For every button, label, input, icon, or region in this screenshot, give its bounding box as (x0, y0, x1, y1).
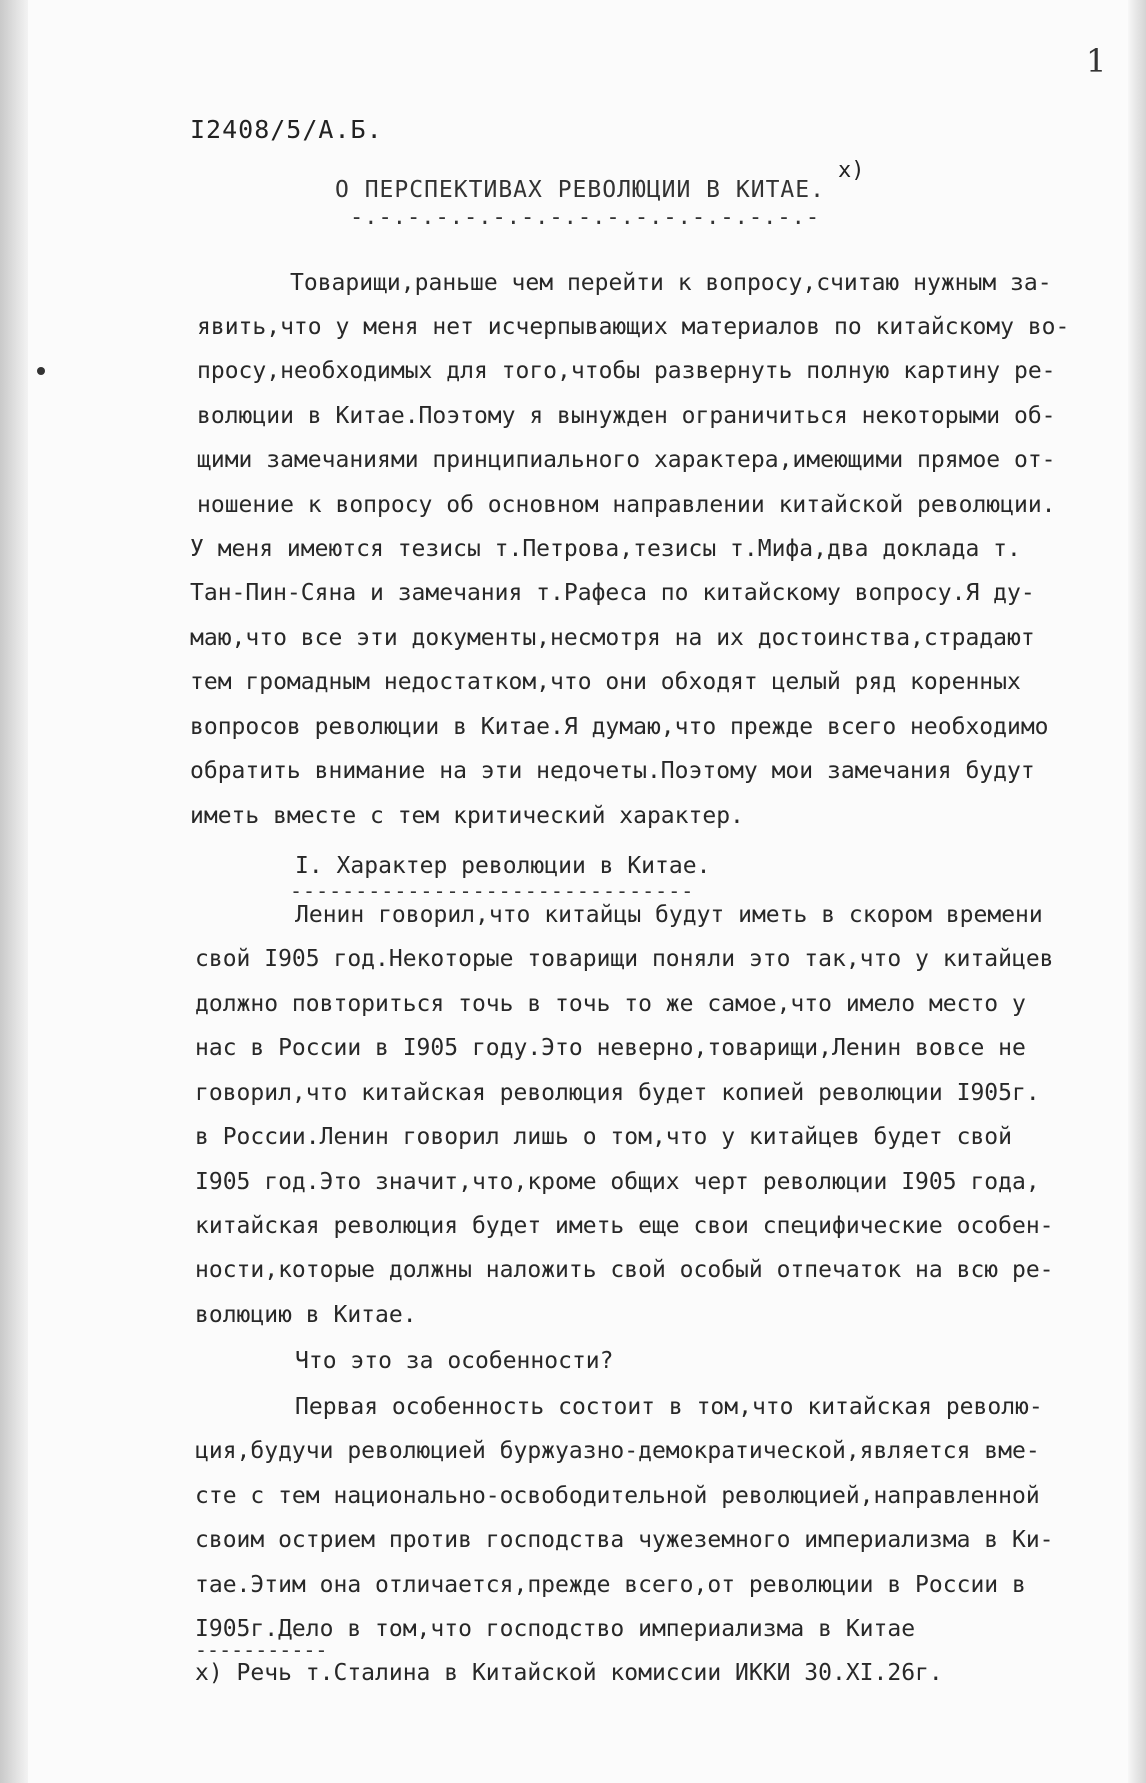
paragraph-line: Первая особенность состоит в том,что китайская револю- (295, 1394, 1043, 1420)
section-line: Ленин говорил,что китайцы будут иметь в скором времени (295, 902, 1043, 928)
section-line: ности,которые должны наложить свой особый отпечаток на всю ре- (195, 1257, 1054, 1283)
section-line: I905 год.Это значит,что,кроме общих черт революции I905 года, (195, 1169, 1040, 1195)
title-footnote-mark: х) (838, 158, 865, 183)
section-line: в России.Ленин говорил лишь о том,что у китайцев будет свой (195, 1124, 1012, 1150)
body-line: иметь вместе с тем критический характер. (190, 803, 744, 829)
section-line: свой I905 год.Некоторые товарищи поняли это так,что у китайцев (195, 946, 1054, 972)
paragraph-line: своим острием против господства чужеземного империализма в Ки- (195, 1527, 1054, 1553)
body-line: Товарищи,раньше чем перейти к вопросу,считаю нужным за- (290, 270, 1052, 296)
section-line: нас в России в I905 году.Это неверно,товарищи,Ленин вовсе не (195, 1035, 1026, 1061)
page-number: 1 (1086, 42, 1107, 80)
footnote: х) Речь т.Сталина в Китайской комиссии ИККИ 30.XI.26г. (195, 1660, 943, 1686)
body-line: щими замечаниями принципиального характера,имеющими прямое от- (197, 447, 1056, 473)
body-line: обратить внимание на эти недочеты.Поэтому мои замечания будут (190, 758, 1035, 784)
body-line: ношение к вопросу об основном направлении китайской революции. (197, 492, 1056, 518)
body-line: Тан-Пин-Сяна и замечания т.Рафеса по китайскому вопросу.Я ду- (190, 580, 1035, 606)
punch-hole-mark (37, 367, 45, 375)
paragraph-line: тае.Этим она отличается,прежде всего,от революции в России в (195, 1572, 1026, 1598)
title-underline: -.-.-.-.-.-.-.-.-.-.-.-.-.-.-.-.- (350, 205, 821, 230)
question-line: Что это за особенности? (295, 1348, 614, 1374)
body-line: тем громадным недостатком,что они обходят целый ряд коренных (190, 669, 1021, 695)
paragraph-line: ция,будучи революцией буржуазно-демократической,является вме- (195, 1438, 1040, 1464)
body-line: маю,что все эти документы,несмотря на их достоинства,страдают (190, 625, 1035, 651)
section-line: китайская революция будет иметь еще свои специфические особен- (195, 1213, 1054, 1239)
document-title: О ПЕРСПЕКТИВАХ РЕВОЛЮЦИИ В КИТАЕ. (335, 177, 825, 203)
section-line: говорил,что китайская революция будет копией революции I905г. (195, 1080, 1040, 1106)
paragraph-line: I905г.Дело в том,что господство империализма в Китае (195, 1616, 916, 1642)
footnote-rule: ----------- (195, 1638, 328, 1662)
section-line: должно повториться точь в точь то же самое,что имело место у (195, 991, 1026, 1017)
paragraph-line: сте с тем национально-освободительной революцией,направленной (195, 1483, 1040, 1509)
body-line: просу,необходимых для того,чтобы развернуть полную картину ре- (197, 358, 1056, 384)
section-line: волюцию в Китае. (195, 1302, 417, 1328)
body-line: явить,что у меня нет исчерпывающих материалов по китайскому во- (197, 314, 1070, 340)
body-line: У меня имеются тезисы т.Петрова,тезисы т.Мифа,два доклада т. (190, 536, 1021, 562)
reference-code: I2408/5/А.Б. (190, 115, 383, 144)
body-line: волюции в Китае.Поэтому я вынужден ограничиться некоторыми об- (197, 403, 1056, 429)
section-heading: I. Характер революции в Китае. (295, 853, 711, 879)
section-heading-underline: ------------------------------- (290, 879, 695, 903)
body-line: вопросов революции в Китае.Я думаю,что прежде всего необходимо (190, 714, 1049, 740)
